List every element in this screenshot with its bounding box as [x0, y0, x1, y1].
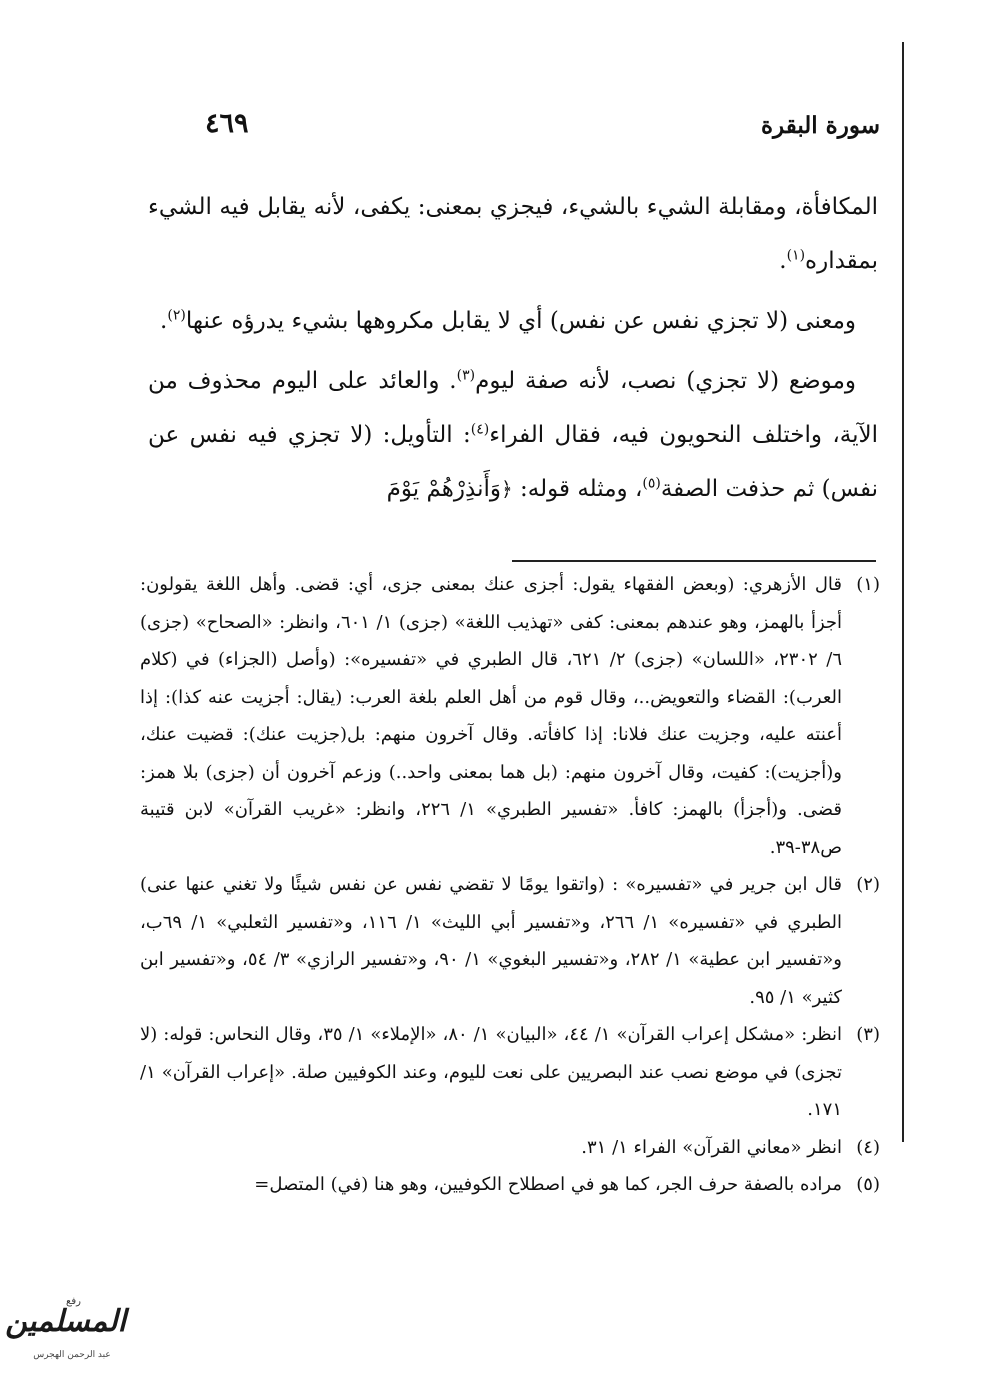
page-number: ٤٦٩: [205, 108, 249, 139]
footnote-text: مراده بالصفة حرف الجر، كما هو في اصطلاح الكوفيين، وهو هنا (في) المتصل=: [254, 1174, 842, 1195]
quran-bracket: ﴿: [501, 477, 513, 501]
footnote-text: انظر: «مشكل إعراب القرآن» ١/ ٤٤، «البيان» ١/ ٨٠، «الإملاء» ١/ ٣٥، وقال النحاس: قوله: (لا تجزى) في موضع نصب عند البصريين على نعت لليوم، وعند الكوفيين صلة. «إعراب القرآن» ١/ ١٧١.: [140, 1024, 842, 1120]
footnote-ref-1: (١): [786, 247, 806, 264]
footnote-1: [140, 566, 880, 866]
logo-main-word: المسلمين: [5, 1304, 126, 1339]
footnotes: [140, 566, 880, 1204]
footnote-number: (١): [856, 574, 880, 595]
watermark-logo: [5, 1296, 126, 1372]
page-edge-rule: [902, 42, 904, 1142]
footnote-number: (٣): [856, 1024, 880, 1045]
footnote-2: [140, 866, 880, 1016]
footnote-4: [140, 1129, 880, 1167]
footnote-separator: [512, 560, 876, 562]
footnote-ref-5: (٥): [642, 475, 661, 492]
footnote-number: (٤): [856, 1136, 880, 1158]
paragraph-2: ومعنى (لا تجزي نفس عن نفس) أي لا يقابل مكروهها بشيء يدرؤه عنها$^{(٢)}$.: [160, 307, 856, 334]
running-title: سورة البقرة: [760, 112, 880, 139]
footnote-number: (٥): [856, 1174, 880, 1195]
page-header: [150, 108, 880, 152]
footnote-text: قال الأزهري: (وبعض الفقهاء يقول: أجزى عنك بمعنى جزى، أي: قضى. وأهل اللغة يقولون: أجزأ بالهمز، وهو عندهم بمعنى: كفى «تهذيب اللغة» (جزى) ١/ ٦٠١، وانظر: «الصحاح» (جزى) ٦/ ٢٣٠٢، «اللسان» (جزى) ٢/ ٦٢١، قال الطبري في «تفسيره»: (وأصل (الجزاء) في (كلام العرب): القضاء والتعويض..، وقال قوم من أهل العلم بلغة العرب: (يقال: أجزيت عنه كذا): إذا أعنته عليه، وجزيت عنك فلانا: إذا كافأته. وقال آخرون منهم: بل(جزيت عنك): قضيت عنك، و(أجزيت): كفيت، وقال آخرون منهم: (بل هما بمعنى واحد..) وزعم آخرون أن (جزى) بلا همز: قضى. و(أجزأ) بالهمز: كافأ. «تفسير الطبري» ١/ ٢٢٦، وانظر: «غريب القرآن» لابن قتيبة ص٣٨-٣٩.: [140, 574, 842, 858]
paragraph-3: وموضع (لا تجزي) نصب، لأنه صفة ليوم$^{(٣)}$. والعائد على اليوم محذوف من الآية، واختلف النحويون فيه، فقال الفراء$^{(٤)}$: التأويل: (لا تجزي فيه نفس عن نفس) ثم حذفت الصفة$^{(٥)}$، ومثله قوله: ﴿وَأَنذِرْهُمْ يَوْمَ: [148, 367, 878, 502]
footnote-5: [140, 1166, 880, 1204]
footnote-number: (٢): [856, 874, 880, 895]
footnote-text: قال ابن جرير في «تفسيره» : (واتقوا يومًا لا تقضي نفس عن نفس شيئًا ولا تغني عنها عنى) الطبري في «تفسيره» ١/ ٢٦٦، و«تفسير أبي الليث» ١/ ١١٦، و«تفسير الثعلبي» ١/ ٦٩ب، و«تفسير ابن عطية» ١/ ٢٨٢، و«تفسير البغوي» ١/ ٩٠، و«تفسير الرازي» ٣/ ٥٤، و«تفسير ابن كثير» ١/ ٩٥.: [140, 874, 843, 1008]
logo-sub-text: عبد الرحمن الهجرس: [33, 1350, 111, 1360]
footnote-text: انظر «معاني القرآن» الفراء ١/ ٣١.: [581, 1136, 842, 1158]
footnote-3: [140, 1016, 880, 1129]
footnote-ref-4: (٤): [470, 421, 490, 438]
logo-small-word: رفع: [66, 1296, 81, 1307]
footnote-ref-3: (٣): [456, 367, 476, 384]
quran-quote: وَأَنذِرْهُمْ يَوْمَ: [386, 476, 502, 502]
footnote-ref-2: (٢): [167, 307, 186, 324]
paragraph-1: المكافأة، ومقابلة الشيء بالشيء، فيجزي بمعنى: يكفى، لأنه يقابل فيه الشيء بمقداره$^{(١)}$.: [148, 194, 878, 274]
main-text: [148, 180, 878, 522]
